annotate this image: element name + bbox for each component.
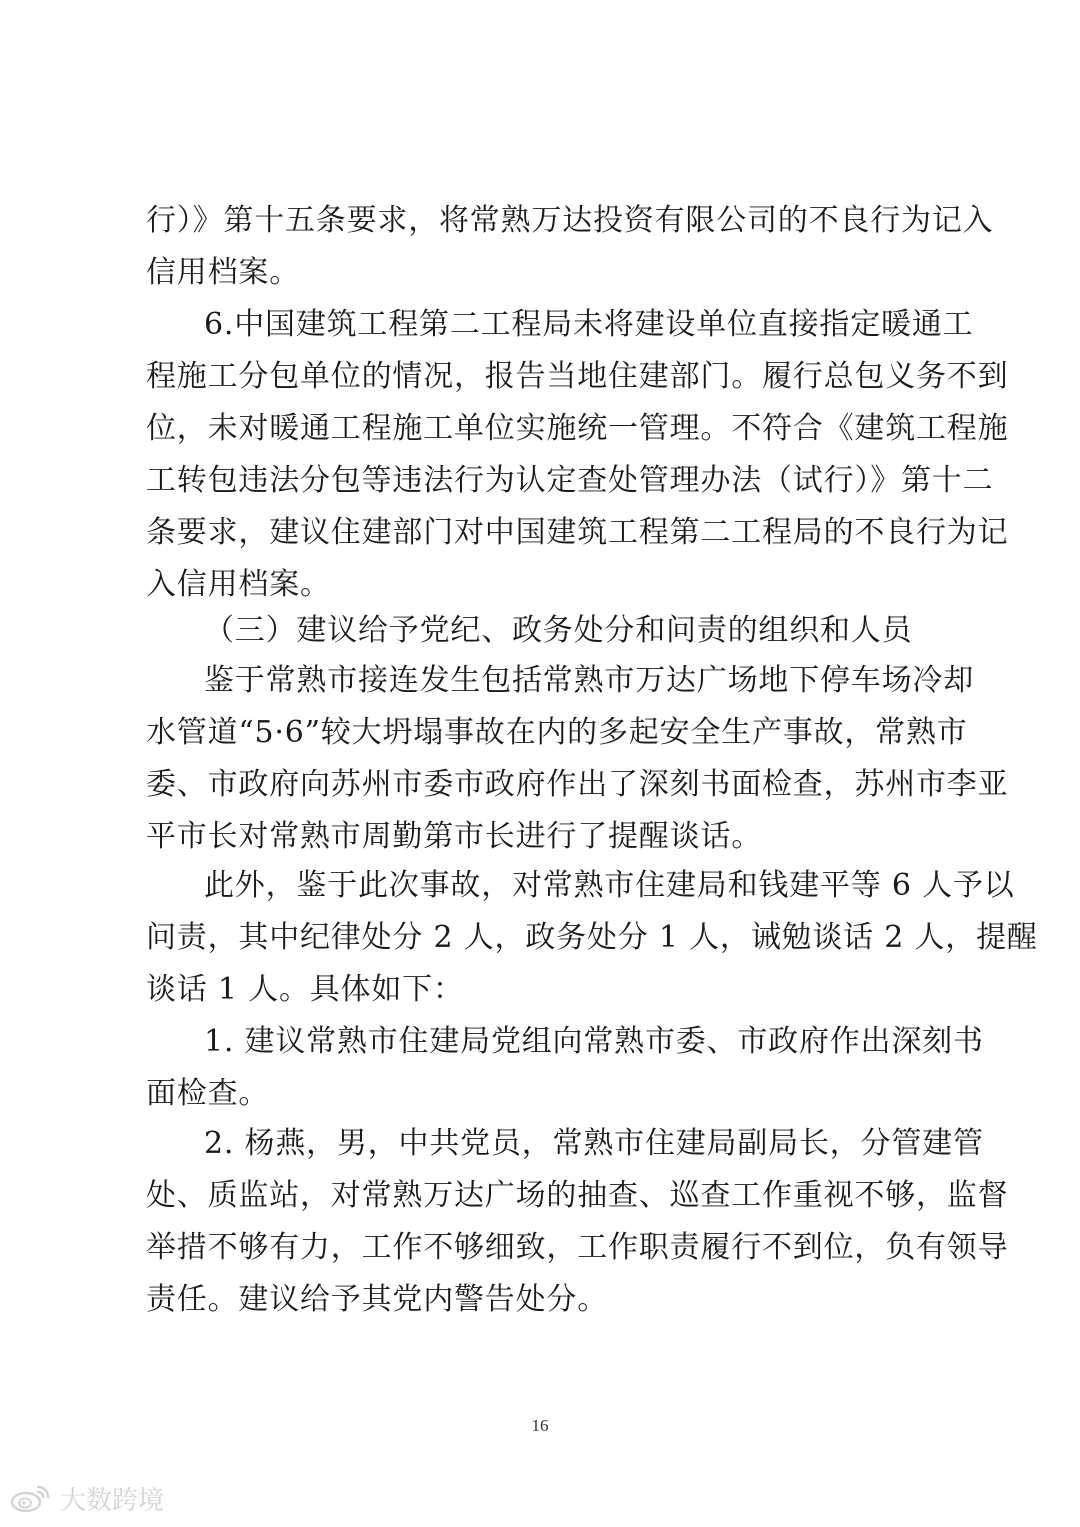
paragraph-line: 鉴于常熟市接连发生包括常熟市万达广场地下停车场冷却 bbox=[204, 663, 974, 698]
paragraph-line: 举措不够有力，工作不够细致，工作职责履行不到位，负有领导 bbox=[146, 1230, 1009, 1265]
paragraph-line: 行）》第十五条要求，将常熟万达投资有限公司的不良行为记入 bbox=[146, 203, 994, 238]
paragraph-line: 谈话 1 人。具体如下： bbox=[146, 972, 464, 1007]
paragraph-line: 平市长对常熟市周勤第市长进行了提醒谈话。 bbox=[146, 819, 762, 854]
paragraph-line: 条要求，建议住建部门对中国建筑工程第二工程局的不良行为记 bbox=[146, 515, 1009, 550]
paragraph-line: 责任。建议给予其党内警告处分。 bbox=[146, 1282, 608, 1317]
paragraph-line: 水管道“5·6”较大坍塌事故在内的多起安全生产事故，常熟市 bbox=[146, 715, 968, 750]
paragraph-line: 1. 建议常熟市住建局党组向常熟市委、市政府作出深刻书 bbox=[204, 1024, 984, 1059]
paragraph-line: 此外，鉴于此次事故，对常熟市住建局和钱建平等 6 人予以 bbox=[204, 868, 1015, 903]
page-number: 16 bbox=[531, 1416, 549, 1435]
paragraph-line: 程施工分包单位的情况，报告当地住建部门。履行总包义务不到 bbox=[146, 359, 1009, 394]
watermark-text: 大数跨境 bbox=[60, 1485, 165, 1516]
paragraph-line: 委、市政府向苏州市委市政府作出了深刻书面检查，苏州市李亚 bbox=[146, 767, 1009, 802]
paragraph-line: 6.中国建筑工程第二工程局未将建设单位直接指定暖通工 bbox=[204, 307, 974, 342]
paragraph-line: 信用档案。 bbox=[146, 255, 300, 290]
paragraph-line: 2. 杨燕，男，中共党员，常熟市住建局副局长，分管建管 bbox=[204, 1126, 984, 1161]
paragraph-line: 入信用档案。 bbox=[146, 567, 331, 602]
paragraph-line: 位，未对暖通工程施工单位实施统一管理。不符合《建筑工程施 bbox=[146, 411, 1009, 446]
watermark bbox=[10, 1482, 164, 1514]
paragraph-line: 问责，其中纪律处分 2 人，政务处分 1 人，诫勉谈话 2 人，提醒 bbox=[146, 920, 1038, 955]
weibo-logo-icon bbox=[10, 1483, 54, 1513]
paragraph-line: 面检查。 bbox=[146, 1076, 270, 1111]
paragraph-line: 处、质监站，对常熟万达广场的抽查、巡查工作重视不够，监督 bbox=[146, 1178, 1009, 1213]
paragraph-line: 工转包违法分包等违法行为认定查处管理办法（试行）》第十二 bbox=[146, 463, 994, 498]
section-heading: （三）建议给予党纪、政务处分和问责的组织和人员 bbox=[204, 613, 913, 648]
